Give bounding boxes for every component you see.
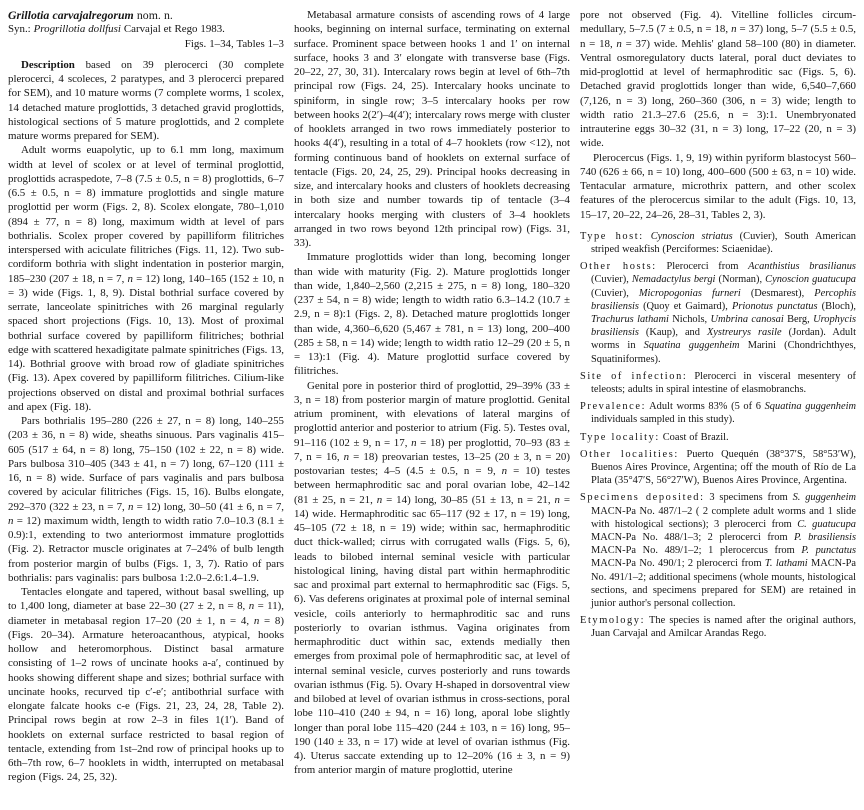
paragraph (580, 151, 856, 222)
text-run: Trachurus lathami (591, 313, 669, 325)
text-run: MACN-Pa No. 488/1–3; 2 plerocerci from (591, 532, 794, 544)
text-run: Progrillotia dollfusi (33, 23, 121, 36)
text-run: S. guggenheim (792, 492, 856, 504)
entry-label: Other localities: (580, 448, 679, 460)
text-run: Urophycis brasiliensis (591, 313, 856, 339)
text-run: n (253, 614, 260, 627)
text-run: = 37) wide. Mehlis' gland 58–100 (80) in diameter. Ventral osmoregulatory ducts lateral, poral duct deviates to mid-proglottid at level of hermaphroditic sac (Figs. 5, 6). Detached gravid proglottids longer than wide, 6,540–7,660 (7,126, n = 3) long, 260–360 (306, n = 3) wide; length to width ratio 21.3–27.6 (25.6, n = 3):1. Unembryonated intrauterine eggs 30–32 (31, n = 3) long, 17–22 (20, n = 3) wide. (580, 37, 856, 150)
text-run: Immature proglottids wider than long, becoming longer than wide with maturity (Fig. 2). Mature proglottids longer than wide, 1,840–2,560 (2,215 ± 275, n = 8) long, 180–320 (237 ± 54, n = 8) wide; length to width ratio 6.3–14.2 (10.7 ± 2.9, n = 8):1 (Figs. 2, 8). Detached mature proglottids longer than wide, 4,360–6,620 (5,467 ± 781, n = 13) long, 200–400 (285 ± 58, n = 14) wide; length to width ratio 12–29 (20 ± 5, n = 13):1 (Fig. 4). Mature proglottid surface covered by filitriches. (294, 251, 570, 378)
text-run: Nichols, (668, 313, 711, 325)
paragraph (8, 414, 284, 585)
paragraph (294, 379, 570, 778)
text-run: n (376, 493, 383, 506)
text-run: Genital pore in posterior third of proglottid, 29–39% (33 ± 3, n = 18) from posterior margin of mature proglottid. Genital atrium prominent, with elevations of lateral margins of proglottid anterior and posterior to atrium (Fig. 5). Testes oval, 91–116 (102 ± 9, n = 17, (294, 379, 570, 449)
text-run: Berg, (783, 313, 814, 325)
synonymy-line (8, 22, 284, 36)
species-title (8, 8, 284, 22)
text-run: Tentacles elongate and tapered, without basal swelling, up to 1,400 long, diameter at base 22–30 (27 ± 2, n = 8, (8, 586, 284, 613)
text-run: Carvajal et Rego 1983. (120, 23, 225, 36)
text-run: = 18) preovarian testes, 13–25 (20 ± 3, n = 20) postovarian testes; 4–5 (4.5 ± 0.5, n = 9, (294, 450, 570, 477)
text-run: nom. n. (133, 8, 173, 22)
text-run: Nemadactylus bergi (631, 274, 716, 286)
text-run: Adult worms euapolytic, up to 6.1 mm long, maximum width at level of scolex or at level of terminal proglottid, proglottids acraspedote, 7–8 (7.5 ± 0.5, n = 8) proglottids, 6–7 (6.5 ± 0.5, n = 8) immature proglottids and single mature proglottid per worm (Figs. 2, 8). Scolex elongate, 780–1,010 (894 ± 77, n = 8) long, maximum width at level of pars bothrialis. Scolex proper covered by papilliform filitriches interspersed with aciculate filitriches (Figs. 11, 12). Two sub-cordiform bothria with slight indentation in posterior margin, 185–230 (207 ± 18, n = 7, (8, 144, 284, 285)
text-run: C. guatucupa (797, 518, 856, 530)
text-run: MACN-Pa No. 489/1–2; 1 plerocercus from (591, 545, 802, 557)
text-run: Grillotia carvajalregorum (8, 8, 134, 22)
text-run: = 12) long, 140–165 (152 ± 10, n = 3) wide (Figs. 1, 8, 9). Distal bothrial surface covered by serrate, lanceolate spinitriches with 26 marginal regularly spaced short projections (Figs. 10, 13). Most of proximal bothrial surface covered by papilliform filitriches; bothrial edge with scattered hexadigitate palmate spinitriches (Figs. 13, 14). Bothrial groove with broad row of gladiate spinitriches (Fig. 13). Apex covered by papilliform filitriches. Cilium-like projections observed on distal and proximal bothrial surfaces and apex (Fig. 18). (8, 272, 284, 413)
text-run: Squatina guggenheim (764, 401, 856, 413)
paragraph (8, 143, 284, 414)
text-run: (Kaup), and (638, 327, 707, 339)
text-run: Metabasal armature consists of ascending rows of 4 large hooks, beginning on internal surface, terminating on external surface. Prominent space between hooks 1 and 1′ on internal surface, hooks 3 and 3′ elongate with transverse base (Figs. 20–22, 27, 30, 31). Intercalary rows begin at level of 6th–7th principal row (Figs. 24, 25). Intercalary hooks uncinate to spiniform, in single row; 3–5 intercalary hooks per row between hooks 2(2′)–4(4′); intercalary rows merge with cluster of hooklets arranged in two rows immediately posterior to hooks 4(4′), resulting in a total of 4–7 hooklets (row <12), not forming continuous band of hooklets on external surface of tentacle (Figs. 20, 24, 25, 29). Principal hooks decreasing in size, and intercalary hooks and clusters of hooklets decreasing in both size and number towards tip of tentacle (3–4 intercalary hooks merging with clusters of 3–4 hooklets arranged in two rows beyond 12th principal row) (Figs. 31, 33). (294, 9, 570, 249)
text-run: Percophis brasiliensis (591, 287, 856, 312)
entry-label: Prevalence: (580, 401, 647, 413)
text-run: Cynoscion guatucupa (765, 274, 856, 286)
text-run: Plerocerci in visceral mesentery of teleosts; adults in spiral intestine of elasmobranchs. (591, 370, 856, 395)
taxonomic-entry (580, 370, 856, 396)
text-run: MACN-Pa No. 487/1–2 ( 2 complete adult worms and 1 slide with histological sections); 3 plerocerci from (591, 505, 856, 530)
text-run: Xystreurys rasile (706, 327, 782, 339)
text-run: (Cuvier), (591, 287, 639, 299)
text-run: Plerocerci from (666, 261, 749, 273)
text-run: Marini (Chondrichthyes, Squatiniformes). (591, 340, 856, 365)
paragraph (8, 585, 284, 785)
text-run: Prionotus punctatus (731, 300, 818, 312)
entry-label: Site of infection: (580, 370, 688, 382)
entry-label: Specimens deposited: (580, 492, 705, 504)
taxonomic-entry (580, 400, 856, 426)
text-run: = 10) testes between hermaphroditic sac and poral ovarian lobe, 42–142 (81 ± 25, n = 21, (294, 465, 570, 506)
text-run: Coast of Brazil. (662, 431, 729, 443)
entry-label: Other hosts: (580, 261, 657, 273)
text-run: Squatina guggenheim (643, 340, 740, 352)
text-run: Syn.: (8, 23, 34, 36)
paragraph-continuation (580, 8, 856, 151)
paragraph (294, 250, 570, 378)
text-column-right (580, 8, 856, 806)
text-run: = 12) long, 30–50 (41 ± 6, n = 7, (133, 500, 284, 513)
taxonomic-entry (580, 431, 856, 444)
text-run: P. brasiliensis (794, 532, 856, 544)
text-run: n (248, 600, 255, 613)
text-run: (Cuvier), (591, 274, 632, 286)
text-run: Micropogonias furneri (638, 287, 741, 299)
taxonomic-entry (580, 614, 856, 640)
text-run: n (343, 450, 350, 463)
text-run: n (411, 436, 417, 449)
text-run: Umbrina canosai (710, 313, 784, 325)
text-run: = 14) wide. Hermaphroditic sac 65–117 (92 ± 17, n = 19) long, 45–105 (72 ± 18, n = 19) wide; within sac, hermaphroditic duct thick-walled; cirrus with corrugated walls (Figs. 5, 6), leads to bilobed internal seminal vesicle with particular histological lining, having distal part within hermaphroditic sac and proximal part external to hermaphroditic sac (Figs. 5, 6). Vas deferens originates at proximal pole of internal seminal vesicle, coils anteriorly to hermaphroditic sac and runs posteriorly to ovarian isthmus. Vagina originates from hermaphroditic duct within sac, extends medially then emerges from proximal pole of hermaphroditic sac, at level of internal seminal vesicle, curves posteriorly and runs towards ovarian isthmus (Fig. 5). Ovary H-shaped in dorsoventral view and bilobed at level of ovarian isthmus in cross-sections, poral lobe 110–410 (240 ± 94, n = 16) long, aporal lobe slightly longer than poral lobe 115–420 (244 ± 103, n = 16) long, 95–190 (140 ± 33, n = 17) wide at level of ovarian isthmus (Fig. 4). Uterus saccate extending up to 12–20% (16 ± 3, n = 9) from anterior margin of mature proglottid, uterine (294, 493, 570, 777)
text-run: Description (21, 58, 75, 71)
text-run: = 37) long, 5–7 (5.5 ± 0.5, n = 18, (580, 23, 856, 50)
taxonomic-entry (580, 448, 856, 488)
paragraph (294, 8, 570, 250)
text-run: Figs. 1–34, Tables 1–3 (184, 37, 284, 50)
text-run: = 18) per proglottid, 70–93 (83 ± 7, n = 16, (294, 436, 570, 463)
text-run: (Jordan). Adult worms in (591, 327, 856, 352)
entry-label: Type host: (580, 230, 644, 242)
text-run: The species is named after the original authors, Juan Carvajal and Amilcar Arandas Rego. (591, 615, 856, 640)
text-run: P. punctatus (801, 545, 856, 557)
taxonomic-entry (580, 230, 856, 256)
text-run: (Desmarest), (740, 287, 815, 299)
text-run: Adult worms 83% (5 of 6 (649, 401, 765, 413)
text-run: Puerto Quequén (38°37′S, 58°53′W), Buenos Aires Province, Argentina; off the mouth of Río de La Plata (35°47′S, 56°27′W), Buenos Aires Province, Argentina. (591, 448, 856, 487)
text-column-left (8, 8, 284, 806)
text-run: n (127, 272, 133, 285)
text-run: = 14) long, 30–85 (51 ± 13, n = 21, (382, 493, 555, 506)
text-run: n (616, 37, 622, 50)
figures-reference (8, 37, 284, 51)
text-run: = 8) (Figs. 20–34). Armature heteroacanthous, atypical, hooks hollow and heteromorphous. Distinct basal armature consisting of 1–2 rows of uncinate hooks a-a′, continued by hooks showing different shape and sizes; bothrial surface with uncinate hooks, recurved tip c′-e′; antibothrial surface with elongate falcate hooks c-e (Figs. 21, 23, 24, 28, Table 2). Principal rows begin at row 2–3 in files 1(1′). Band of hooklets on external surface restricted to basal region of tentacle, extending from 1st–2nd row of principal hooks up to 6th–7th row, 6–7 hooklets in width, interrupted on metabasal region (Figs. 24, 25, 32). (8, 614, 284, 784)
text-run: (Bloch), (817, 300, 856, 312)
text-run: = 11), diameter in metabasal region 17–20 (20 ± 1, n = 4, (8, 600, 284, 627)
text-run: (Cuvier), South American striped weakfish (Perciformes: Sciaenidae). (591, 230, 856, 255)
taxonomic-entry (580, 491, 856, 610)
entry-label: Etymology: (580, 615, 646, 627)
text-run: n (731, 23, 737, 36)
text-run: MACN-Pa No. 490/1; 2 plerocerci from (591, 558, 765, 570)
text-run: T. lathami (764, 558, 808, 570)
entry-label: Type locality: (580, 431, 660, 443)
text-run: Cynoscion striatus (650, 230, 733, 242)
taxonomic-entry (580, 260, 856, 366)
text-run: = 12) maximum width, length to width ratio 7.0–10.3 (8.1 ± 0.9):1, extending to two anteriormost immature proglottids (Fig. 2). Retractor muscle originates at 7–24% of bulb length from posterior margin of bulbs (Figs. 1, 3, 7). Ratio of pars bothrialis: pars vaginalis: pars bulbosa 1:2.0–2.6:1.4–1.9. (8, 514, 284, 584)
text-run: 3 specimens from (709, 492, 793, 504)
paragraph (8, 58, 284, 144)
text-run: n (8, 514, 14, 527)
text-run: MACN-Pa No. 491/1–2; additional specimens (whole mounts, histological sections, and specimens prepared for SEM) are retained in junior author's personal collection. (591, 558, 856, 610)
text-run: based on 39 plerocerci (30 complete plerocerci, 4 scoleces, 2 paratypes, and 3 plerocerci prepared for SEM), and 10 mature worms (7 complete worms, 1 scolex, 14 detached mature proglottids, 3 detached gravid proglottids, histological sections of 5 mature proglottids, and 2 complete mature worms prepared for SEM). (8, 58, 284, 142)
text-run: individuals sampled in this study). (591, 414, 735, 426)
text-run: Acanthistius brasilianus (748, 261, 856, 273)
text-run: Plerocercus (Figs. 1, 9, 19) within pyriform blastocyst 560–740 (626 ± 66, n = 10) long, 400–600 (500 ± 63, n = 10) wide. Tentacular armature, microthrix pattern, and other scolex features of the plerocercus similar to the adult (Figs. 10, 13, 15–17, 20–22, 24–26, 28–31, Tables 2, 3). (580, 151, 856, 221)
text-run: n (501, 465, 508, 477)
text-run: n (127, 500, 134, 513)
text-run: (Quoy et Gaimard), (638, 300, 732, 312)
text-column-middle (294, 8, 570, 806)
text-run: (Norman), (715, 274, 766, 286)
text-run: pore not observed (Fig. 4). Vitelline follicles circum-medullary, 5–7.5 (7 ± 0.5, n = 18, (580, 9, 856, 36)
text-run: n (554, 493, 560, 506)
text-run: Pars bothrialis 195–280 (226 ± 27, n = 8) long, 140–255 (203 ± 36, n = 8) wide, sheaths sinuous. Pars vaginalis 415–605 (517 ± 64, n = 8) long, 75–150 (102 ± 22, n = 8) wide. Pars bulbosa 310–405 (343 ± 41, n = 7) long, 67–120 (111 ± 16, n = 8) wide. Surface of pars vaginalis and pars bulbosa covered by acicular filitriches (Figs. 15, 16). Bulbs elongate, 292–370 (322 ± 23, n = 7, (8, 415, 284, 513)
